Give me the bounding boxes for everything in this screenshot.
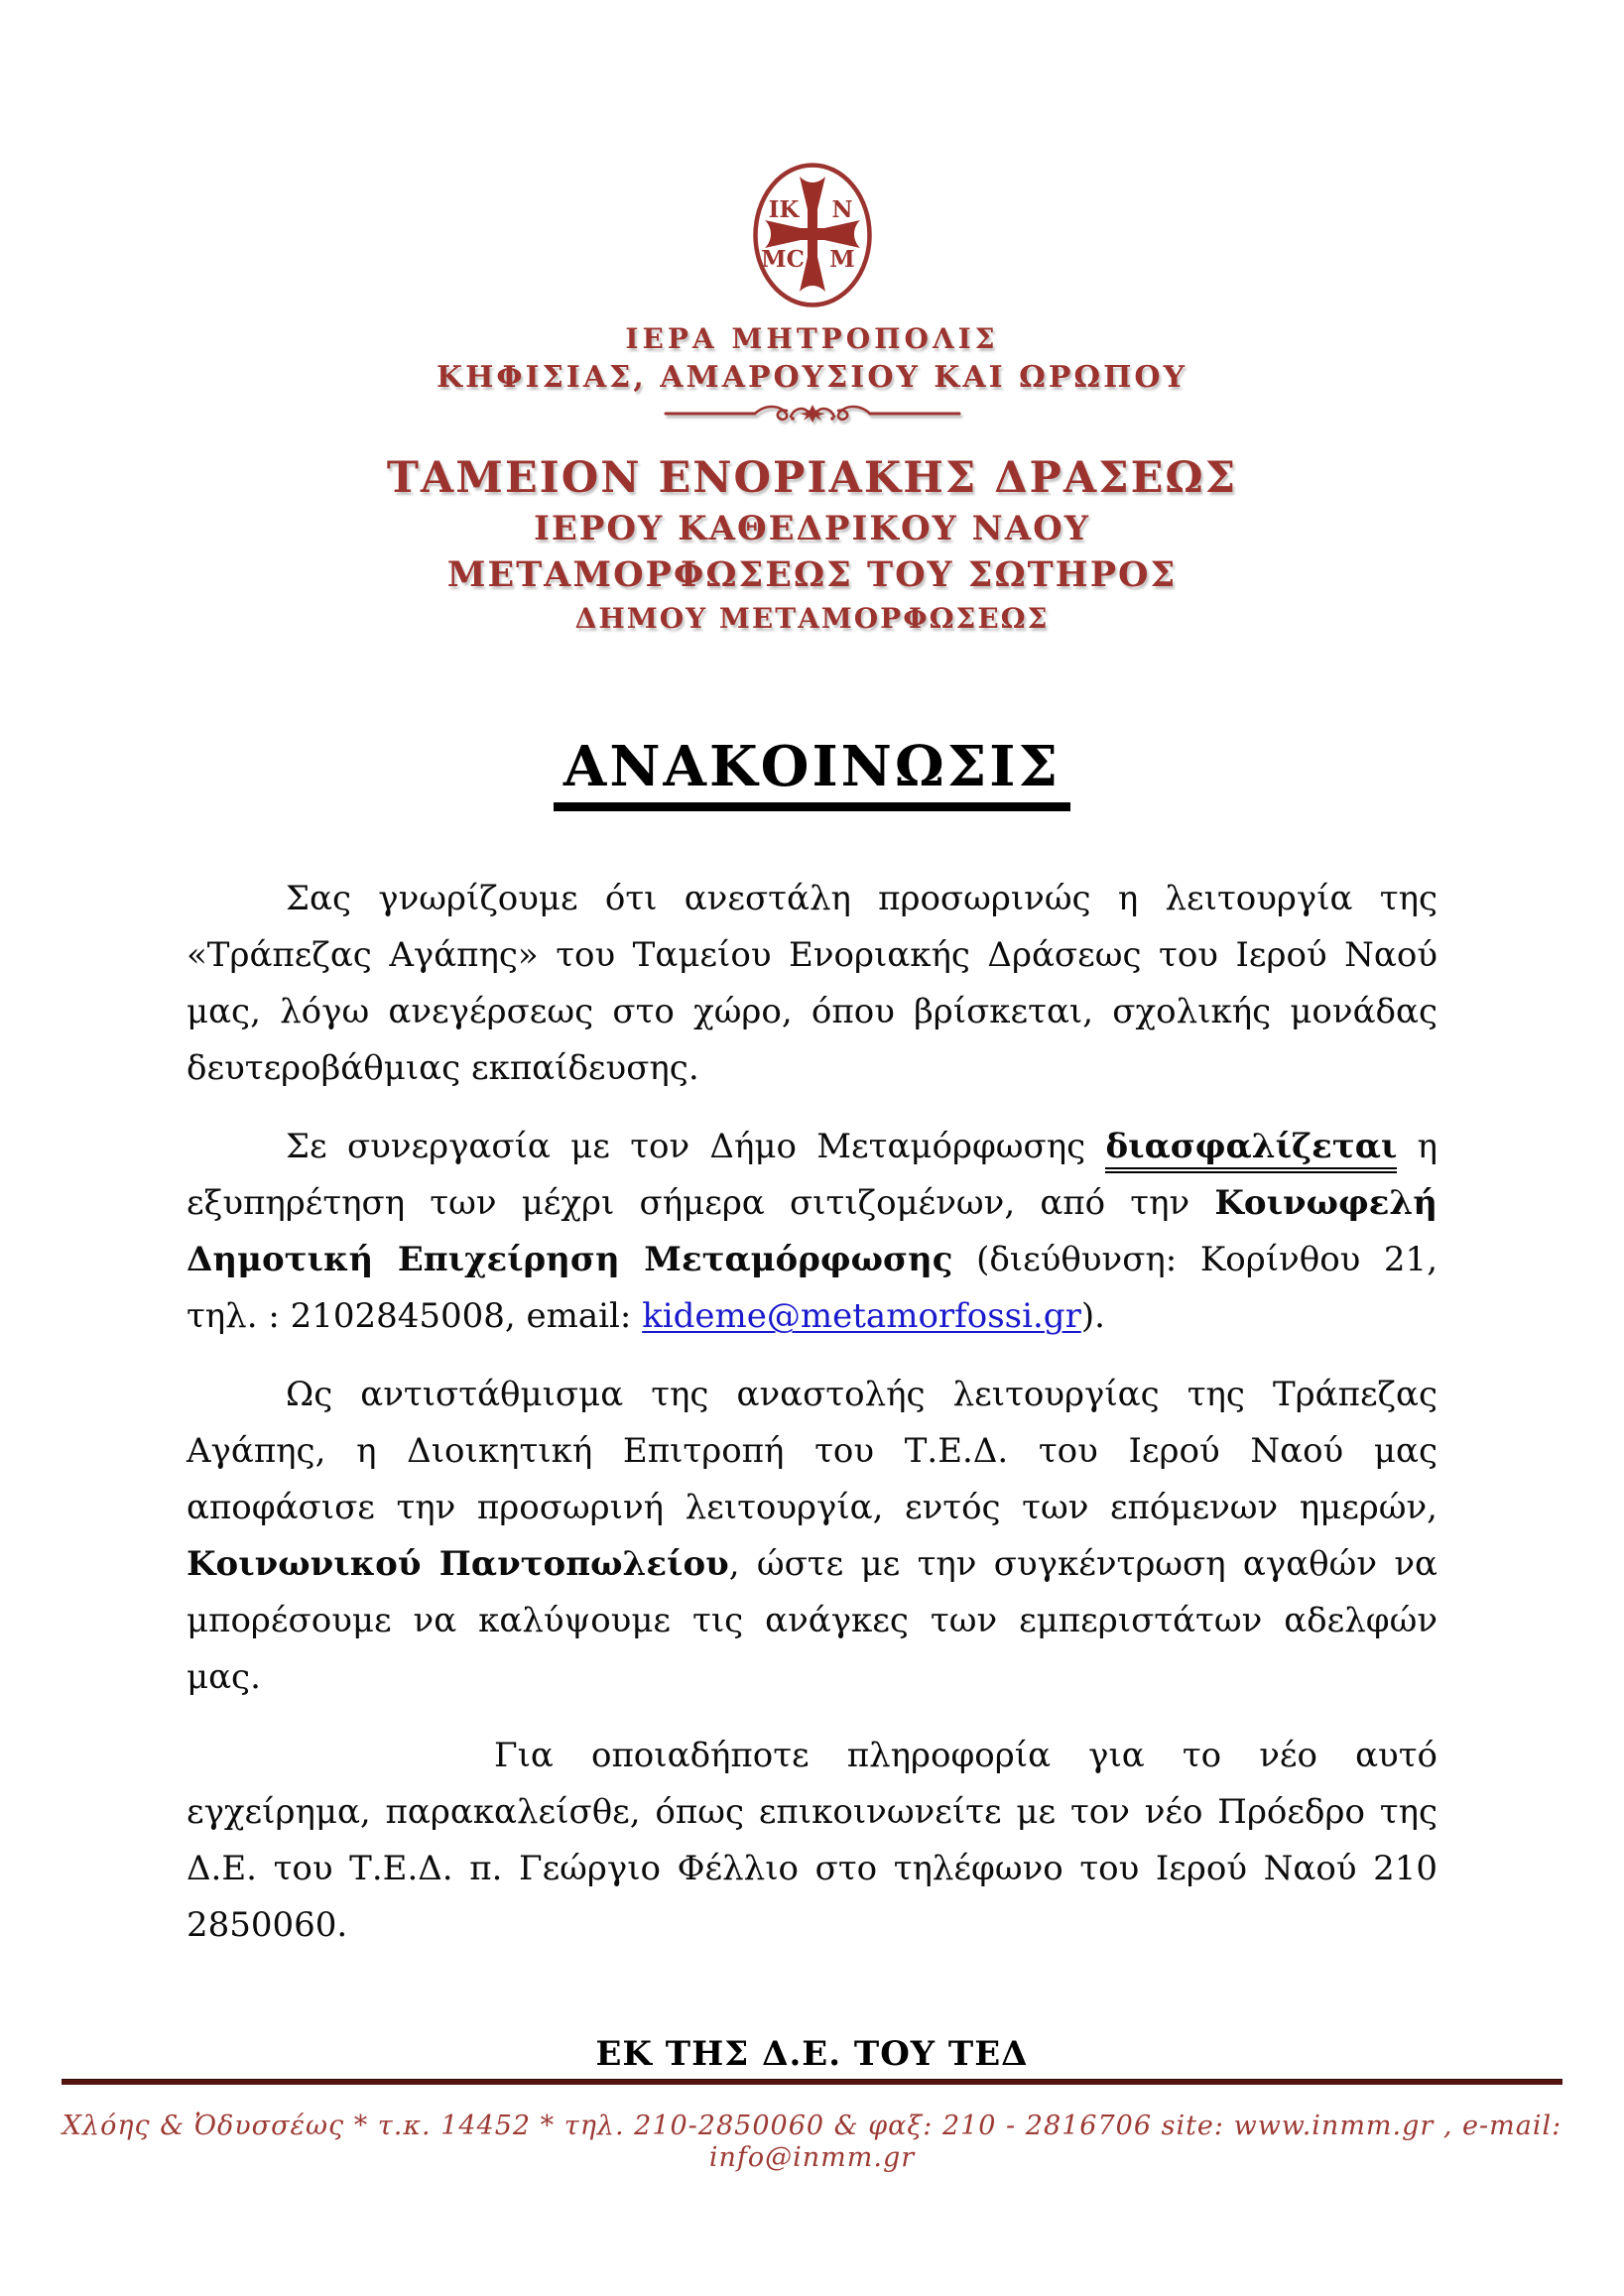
flourish-divider-icon xyxy=(664,400,961,425)
body-text: (διεύθυνση: Κορίνθου 21, τηλ. : 2102845008, email: xyxy=(187,1240,1438,1336)
body-text: ). xyxy=(1080,1296,1105,1336)
paragraph xyxy=(187,1728,1437,1954)
org-church-line: ΙΕΡΟΥ ΚΑΘΕΔΡΙΚΟΥ ΝΑΟΥ xyxy=(533,509,1091,548)
body-text: η εξυπηρέτηση των μέχρι σήμερα σιτιζομένων, από την xyxy=(187,1127,1437,1223)
paragraph xyxy=(187,1367,1437,1706)
emphasized-text: διασφαλίζεται xyxy=(1105,1127,1397,1173)
paragraph xyxy=(187,1119,1437,1345)
org-name-line: ΤΑΜΕΙΟΝ ΕΝΟΡΙΑΚΗΣ ΔΡΑΣΕΩΣ xyxy=(386,453,1238,503)
metropolis-name: ΙΕΡΑ ΜΗΤΡΟΠΟΛΙΣ xyxy=(625,322,999,355)
org-municipality-line: ΔΗΜΟΥ ΜΕΤΑΜΟΡΦΩΣΕΩΣ xyxy=(574,602,1050,635)
body-text: , ώστε με την συγκέντρωση αγαθών να μπορέσουμε να καλύψουμε τις ανάγκες των εμπεριστάτων αδελφών μας. xyxy=(187,1544,1438,1697)
emblem-letter-top-right: N xyxy=(830,196,853,223)
footer-rule xyxy=(62,2079,1562,2085)
emphasized-text: Κοινωνικού Παντοπωλείου xyxy=(187,1544,729,1584)
emblem-letter-bottom-right: M xyxy=(828,246,855,273)
emphasized-text: Κοινωφελή Δημοτική Επιχείρηση Μεταμόρφωσης xyxy=(187,1183,1437,1279)
email-link[interactable]: kideme@metamorfossi.gr xyxy=(642,1296,1081,1336)
page-title: ΑΝΑΚΟΙΝΩΣΙΣ xyxy=(554,736,1070,811)
byzantine-cross-seal-icon xyxy=(751,162,874,308)
emblem-letter-top-left: IK xyxy=(768,196,799,223)
body-text: Σε συνεργασία με τον Δήμο Μεταμόρφωσης xyxy=(286,1127,1106,1166)
body-text: Σας γνωρίζουμε ότι ανεστάλη προσωρινώς η λειτουργία της «Τράπεζας Αγάπης» του Ταμείου Ενοριακής Δράσεως του Ιερού Ναού μας, λόγω ανεγέρσεως στο χώρο, όπου βρίσκεται, σχολικής μονάδας δευτεροβάθμιας εκπαίδευσης. xyxy=(187,879,1437,1088)
closing-signature: ΕΚ ΤΗΣ Δ.Ε. ΤΟΥ ΤΕΔ xyxy=(595,2034,1029,2074)
metropolis-emblem xyxy=(0,162,1624,308)
metropolis-region: ΚΗΦΙΣΙΑΣ, ΑΜΑΡΟΥΣΙΟΥ ΚΑΙ ΩΡΩΠΟΥ xyxy=(437,360,1187,395)
footer-contact-line: Χλόης & Ὀδυσσέως * τ.κ. 14452 * τηλ. 210-2850060 & φαξ: 210 - 2816706 site: www.inmm.gr , e-mail: info@inmm.gr xyxy=(62,2111,1562,2173)
page-footer xyxy=(0,2079,1624,2174)
paragraph xyxy=(187,871,1437,1097)
body-text: Για οποιαδήποτε πληροφορία για το νέο αυτό εγχείρημα, παρακαλείσθε, όπως επικοινωνείτε με τον νέο Πρόεδρο της Δ.Ε. του Τ.Ε.Δ. π. Γεώργιο Φέλλιο στο τηλέφωνο του Ιερού Ναού 210 2850060. xyxy=(187,1736,1437,1945)
body-text: Ως αντιστάθμισμα της αναστολής λειτουργίας της Τράπεζας Αγάπης, η Διοικητική Επιτροπή του Τ.Ε.Δ. του Ιερού Ναού μας αποφάσισε την προσωρινή λειτουργία, εντός των επόμενων ημερών, xyxy=(187,1375,1437,1527)
org-dedication-line: ΜΕΤΑΜΟΡΦΩΣΕΩΣ ΤΟΥ ΣΩΤΗΡΟΣ xyxy=(446,554,1178,595)
emblem-letter-bottom-left: MC xyxy=(760,246,805,273)
body-paragraphs xyxy=(187,871,1437,1954)
ornamental-divider xyxy=(0,400,1624,427)
